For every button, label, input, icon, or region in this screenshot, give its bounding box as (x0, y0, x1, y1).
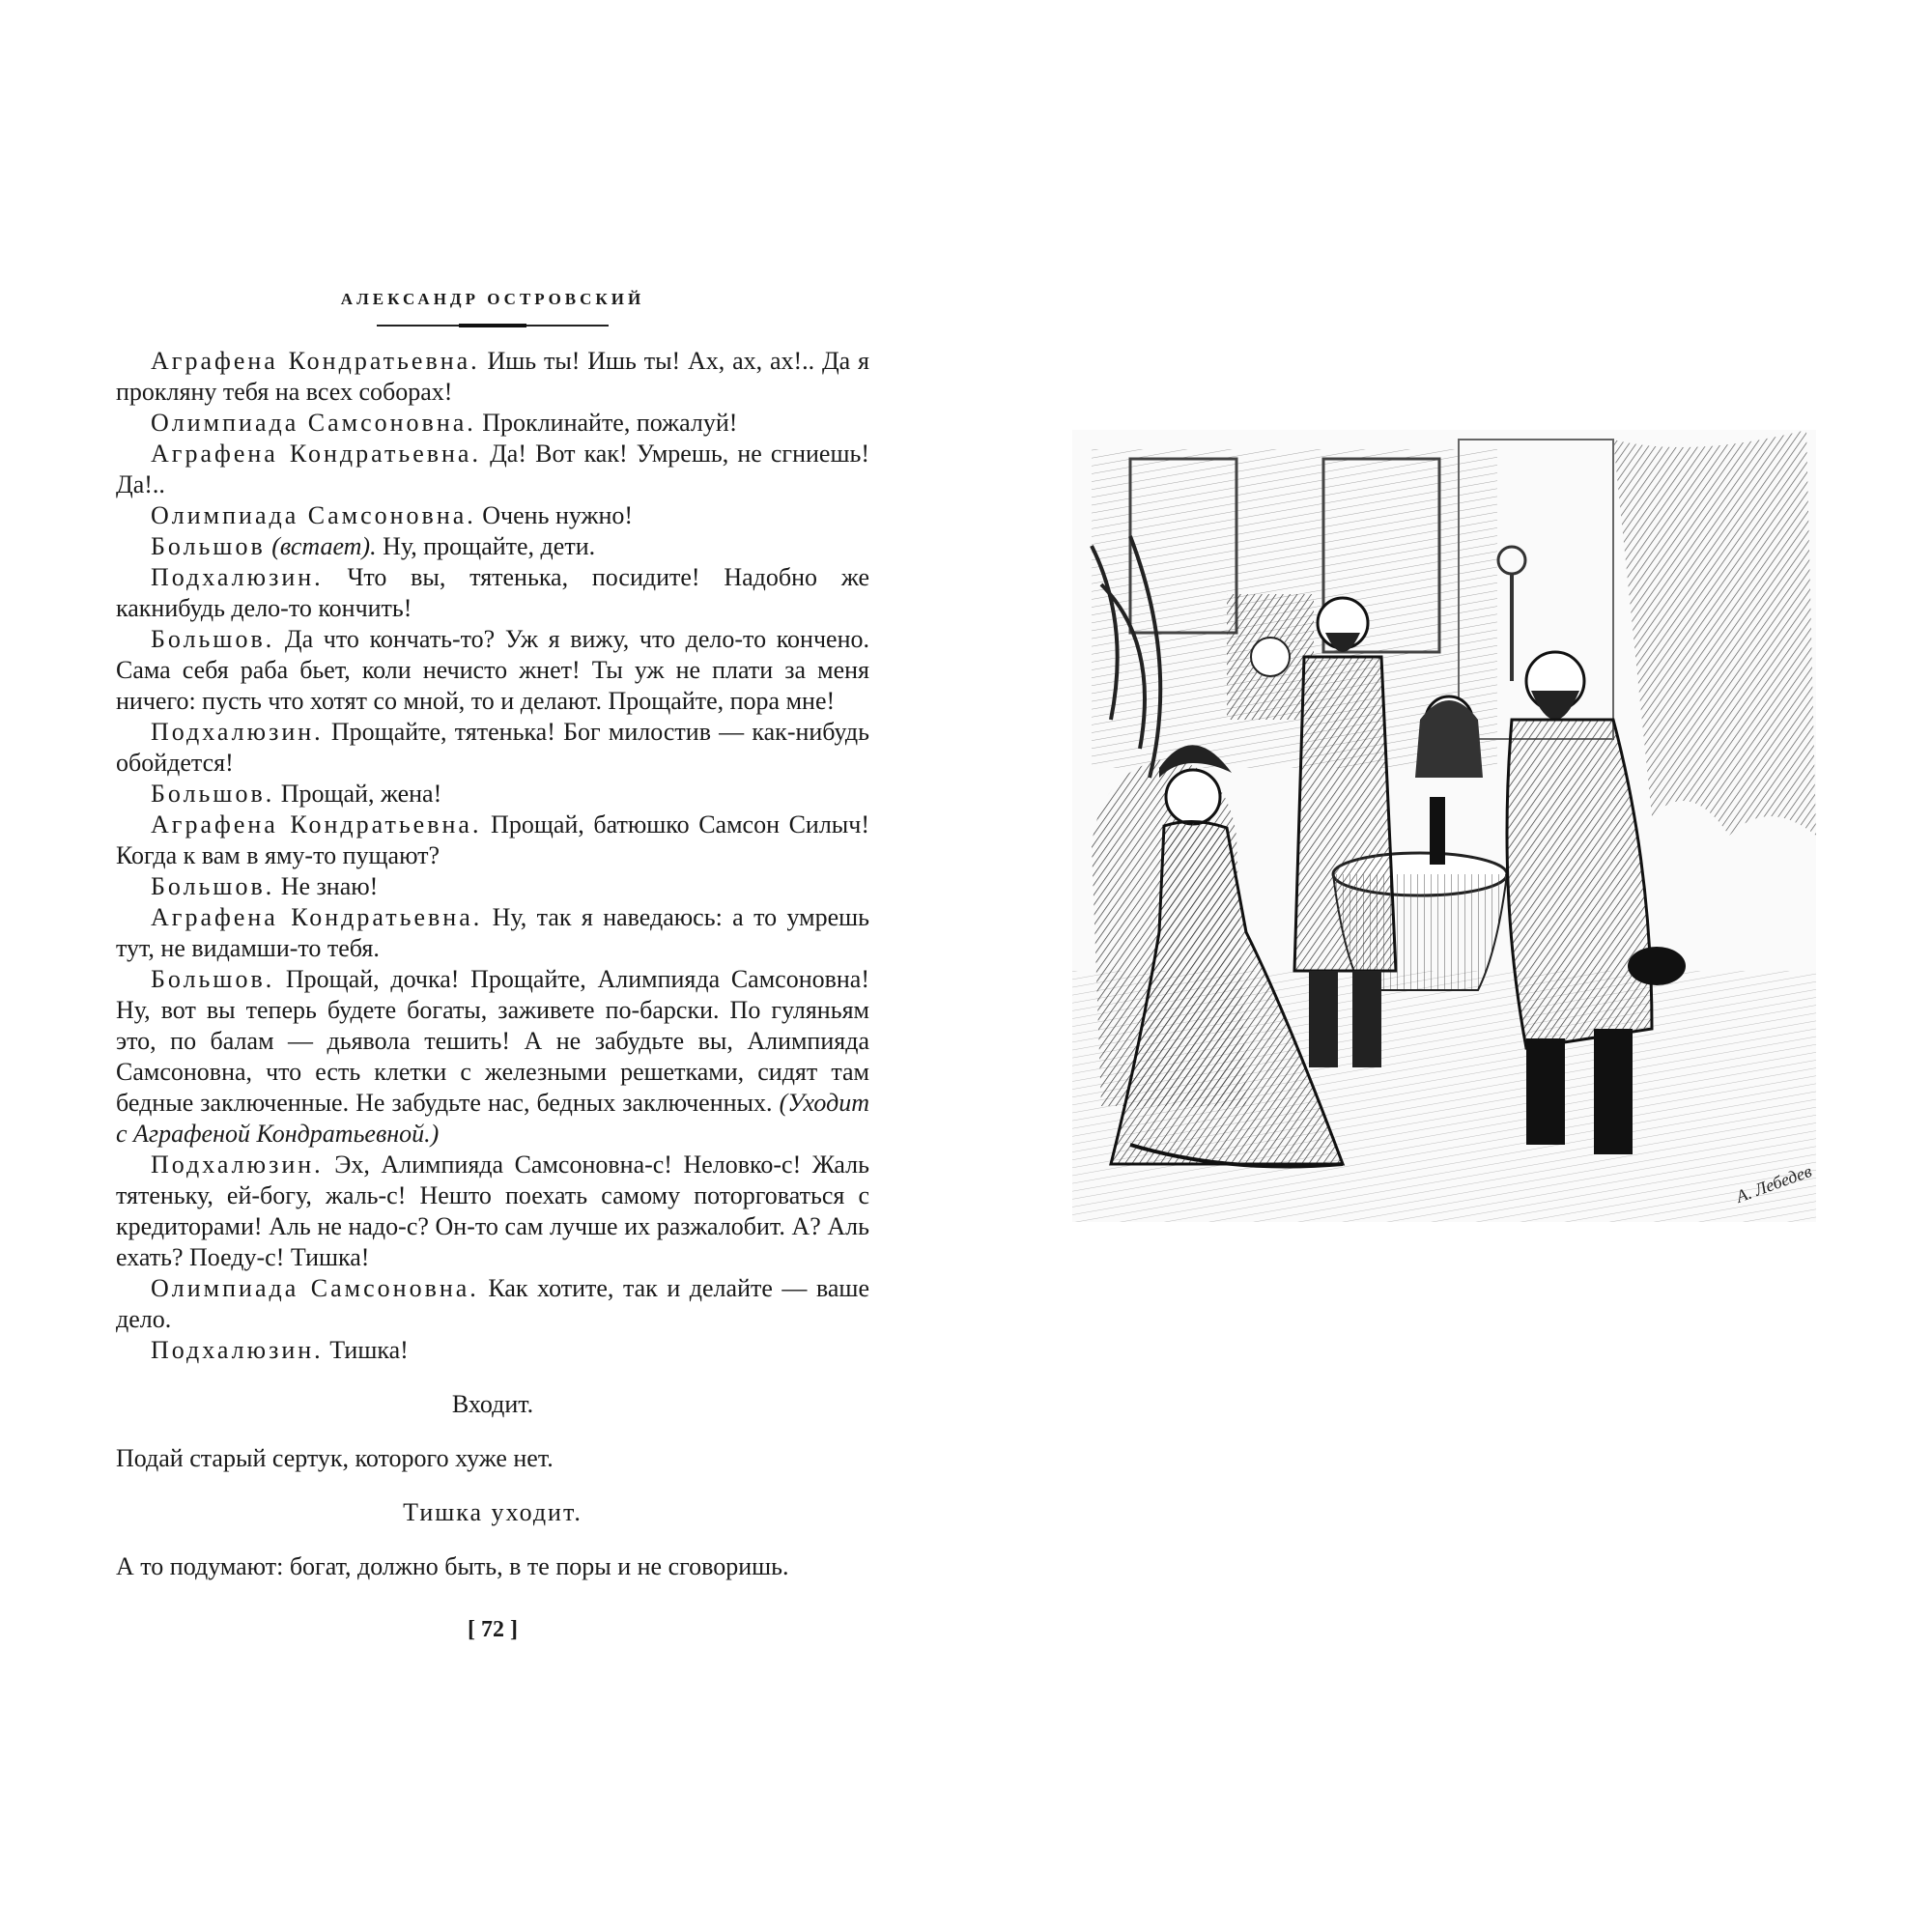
dialogue-text: Тишка! (323, 1336, 409, 1364)
dialogue-text: Проклинайте, пожалуй! (475, 409, 738, 437)
dialogue-line (116, 408, 869, 439)
dialogue-line (116, 531, 869, 562)
speaker-name: Большов. (151, 872, 275, 900)
running-head: АЛЕКСАНДР ОСТРОВСКИЙ (340, 290, 645, 308)
dialogue-text: Прощайте, тятенька! Бог милостив — как-нибудь обойдется! (116, 718, 869, 777)
old-man-boot (1594, 1029, 1633, 1154)
speaker-name: Аграфена Кондратьевна. (151, 903, 483, 931)
dialogue-line (116, 810, 869, 871)
speaker-name: Подхалюзин. (151, 563, 324, 591)
stage-direction: (Уходит с Аграфеной Кондратьевной.) (116, 1089, 869, 1148)
speaker-name: Аграфена Кондратьевна. (151, 347, 480, 375)
man-leg (1309, 971, 1338, 1067)
speaker-name: Большов. (151, 780, 275, 808)
dialogue-text: Что вы, тятенька, посидите! Надобно же какнибудь дело-то кончить! (116, 563, 869, 622)
bottle (1430, 797, 1445, 865)
old-man-hat (1628, 947, 1686, 985)
speaker-name: Большов. (151, 625, 275, 653)
dialogue-text: Эх, Алимпияда Самсоновна-с! Неловко-с! Жаль тятеньку, ей-богу, жаль-с! Нешто поехать самому поторговаться с кредиторами! Аль не надо-с? Он-то сам лучше их разжалобит. А? Аль ехать? Поеду-с! Тишка! (116, 1151, 869, 1271)
dialogue-line (116, 964, 869, 1150)
dialogue-text: Прощай, дочка! Прощайте, Алимпияда Самсоновна! Ну, вот вы теперь будете богаты, заживете по-барски. По гуляньям это, по балам — дьявола тешить! А не забудьте вы, Алимпияда Самсоновна, что есть клетки с железными решетками, сидят там бедные заключенные. Не забудьте нас, бедных заключенных. (116, 965, 869, 1117)
dialogue-line (116, 871, 869, 902)
speaker-name: Подхалюзин. (151, 1151, 324, 1179)
dialogue-text: Да! Вот как! Умрешь, не сгниешь! Да!.. (116, 440, 869, 498)
speaker-name: Олимпиада Самсоновна. (151, 409, 476, 437)
dialogue-text: Прощай, батюшко Самсон Силыч! Когда к вам в яму-то пущают? (116, 810, 870, 869)
dialogue-line (116, 1150, 869, 1273)
speaker-name: Большов (151, 532, 266, 560)
dialogue-continuation: Подай старый сертук, которого хуже нет. (116, 1444, 554, 1472)
dialogue-text: Не знаю! (274, 872, 379, 900)
dialogue-text: Очень нужно! (475, 501, 634, 529)
page-number: [ 72 ] (468, 1617, 518, 1642)
stage-direction: (встает). (265, 532, 377, 560)
engraving-illustration (1072, 430, 1816, 1222)
dialogue-text: Да что кончать-то? Уж я вижу, что дело-то кончено. Сама себя раба бьет, коли нечисто жнет! Ты уж не плати за меня ничего: пусть что хотят со мной, то и делают. Прощайте, пора мне! (116, 625, 869, 715)
old-man-boot (1526, 1038, 1565, 1145)
speaker-name: Подхалюзин. (151, 1336, 324, 1364)
clock-face (1251, 638, 1290, 676)
dialogue-continuation: А то подумают: богат, должно быть, в те поры и не сговоришь. (116, 1552, 789, 1580)
dialogue-line (116, 624, 869, 717)
dialogue-text: Ну, прощайте, дети. (376, 532, 596, 560)
dialogue-text: Прощай, жена! (274, 780, 442, 808)
man-leg (1352, 971, 1381, 1067)
speaker-name: Аграфена Кондратьевна. (151, 440, 481, 468)
speaker-name: Аграфена Кондратьевна. (151, 810, 482, 838)
head-ornament-rule (377, 325, 609, 327)
dialogue-line (116, 500, 869, 531)
artist-signature: А. Лебедев (1733, 1161, 1815, 1207)
dialogue-text: Ишь ты! Ишь ты! Ах, ах, ах!.. Да я прокляну тебя на всех соборах! (116, 347, 869, 406)
speaker-name: Олимпиада Самсоновна. (151, 501, 476, 529)
dialogue-line (116, 902, 869, 964)
dialogue-text: Как хотите, так и делайте — ваше дело. (116, 1274, 869, 1333)
stage-direction-centered: Тишка уходит. (403, 1498, 582, 1526)
woman-head (1166, 770, 1220, 824)
dialogue-line (116, 439, 869, 500)
man-coat (1294, 657, 1396, 971)
engraving-art (1072, 430, 1816, 1222)
speaker-name: Большов. (151, 965, 275, 993)
left-page (116, 290, 869, 1643)
stage-direction-centered: Входит. (451, 1390, 534, 1418)
dialogue-line (116, 1335, 869, 1366)
dialogue-line (116, 346, 869, 408)
speaker-name: Подхалюзин. (151, 718, 324, 746)
dialogue-line (116, 779, 869, 810)
dialogue-line (116, 717, 869, 779)
speaker-name: Олимпиада Самсоновна. (151, 1274, 479, 1302)
dialogue-line (116, 562, 869, 624)
dialogue-text: Ну, так я наведаюсь: а то умрешь тут, не видамши-то тебя. (116, 903, 869, 962)
play-text (116, 346, 869, 1582)
dialogue-line (116, 1273, 869, 1335)
